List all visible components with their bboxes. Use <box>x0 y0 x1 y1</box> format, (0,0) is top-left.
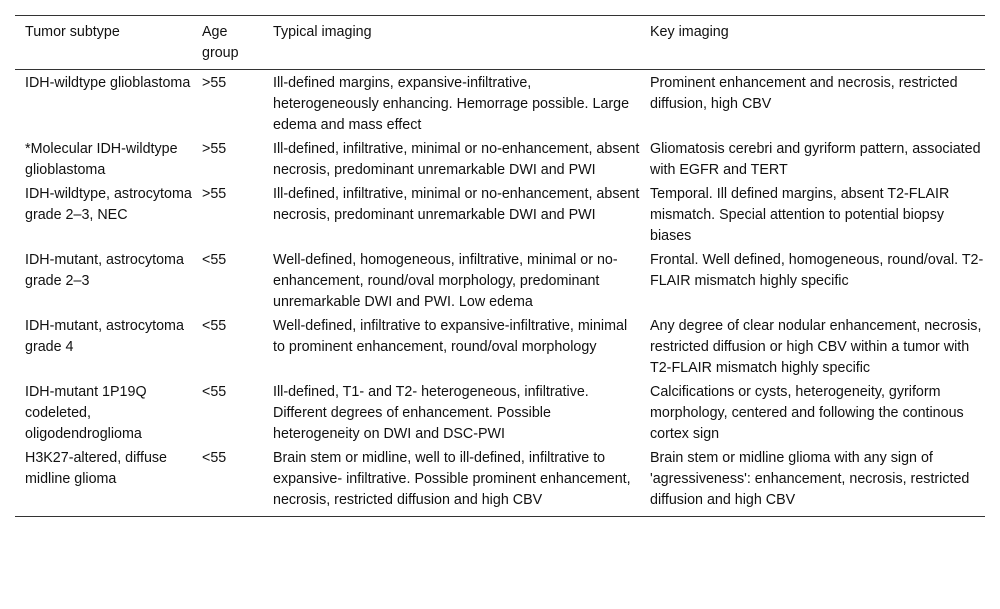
cell-tumor-subtype: *Molecular IDH-wildtype glioblastoma <box>25 141 178 178</box>
table-row <box>15 379 985 445</box>
cell-age-group: <55 <box>202 450 227 466</box>
cell-typical-imaging: Ill-defined, T1- and T2- heterogeneous, infiltrative. Different degrees of enhancement. Possible heterogeneity on DWI and DSC-PWI <box>273 384 589 442</box>
cell-key-imaging: Gliomatosis cerebri and gyriform pattern, associated with EGFR and TERT <box>650 141 981 178</box>
cell-tumor-subtype: IDH-mutant, astrocytoma grade 4 <box>25 318 184 355</box>
tumor-imaging-table <box>15 15 985 517</box>
cell-typical-imaging: Well-defined, homogeneous, infiltrative, minimal or no-enhancement, round/oval morphology, predominant unremarkable DWI and PWI. Low edema <box>273 252 618 310</box>
cell-tumor-subtype: H3K27-altered, diffuse midline glioma <box>25 450 167 487</box>
cell-tumor-subtype: IDH-wildtype, astrocytoma grade 2–3, NEC <box>25 186 192 223</box>
cell-key-imaging: Calcifications or cysts, heterogeneity, gyriform morphology, centered and following the continous cortex sign <box>650 384 964 442</box>
cell-age-group: >55 <box>202 186 227 202</box>
cell-age-group: <55 <box>202 252 227 268</box>
table-row <box>15 445 985 517</box>
cell-typical-imaging: Ill-defined margins, expansive-infiltrative, heterogeneously enhancing. Hemorrage possible. Large edema and mass effect <box>273 75 630 133</box>
cell-age-group: >55 <box>202 75 227 91</box>
cell-typical-imaging: Ill-defined, infiltrative, minimal or no-enhancement, absent necrosis, predominant unremarkable DWI and PWI <box>273 141 640 178</box>
header-tumor-subtype: Tumor subtype <box>25 24 120 40</box>
cell-tumor-subtype: IDH-mutant, astrocytoma grade 2–3 <box>25 252 184 289</box>
cell-key-imaging: Any degree of clear nodular enhancement, necrosis, restricted diffusion or high CBV within a tumor with T2-FLAIR mismatch highly specific <box>650 318 982 376</box>
cell-typical-imaging: Brain stem or midline, well to ill-defined, infiltrative to expansive- infiltrative. Possible prominent enhancement, necrosis, restricted diffusion and high CBV <box>273 450 631 508</box>
cell-key-imaging: Temporal. Ill defined margins, absent T2-FLAIR mismatch. Special attention to potential biopsy biases <box>650 186 950 244</box>
cell-key-imaging: Frontal. Well defined, homogeneous, round/oval. T2-FLAIR mismatch highly specific <box>650 252 984 289</box>
cell-age-group: <55 <box>202 318 227 334</box>
cell-key-imaging: Brain stem or midline glioma with any sign of 'agressiveness': enhancement, necrosis, restricted diffusion and high CBV <box>650 450 970 508</box>
cell-typical-imaging: Ill-defined, infiltrative, minimal or no-enhancement, absent necrosis, predominant unremarkable DWI and PWI <box>273 186 640 223</box>
header-age-group: Age group <box>202 24 239 61</box>
cell-typical-imaging: Well-defined, infiltrative to expansive-infiltrative, minimal to prominent enhancement, round/oval morphology <box>273 318 628 355</box>
table-row <box>15 247 985 313</box>
table-row <box>15 70 985 137</box>
table-row <box>15 181 985 247</box>
cell-tumor-subtype: IDH-wildtype glioblastoma <box>25 75 191 91</box>
table-row <box>15 313 985 379</box>
cell-tumor-subtype: IDH-mutant 1P19Q codeleted, oligodendroglioma <box>25 384 147 442</box>
header-row <box>15 16 985 70</box>
cell-age-group: >55 <box>202 141 227 157</box>
cell-age-group: <55 <box>202 384 227 400</box>
header-typical-imaging: Typical imaging <box>273 24 372 40</box>
header-key-imaging: Key imaging <box>650 24 729 40</box>
table-row <box>15 136 985 181</box>
cell-key-imaging: Prominent enhancement and necrosis, restricted diffusion, high CBV <box>650 75 958 112</box>
